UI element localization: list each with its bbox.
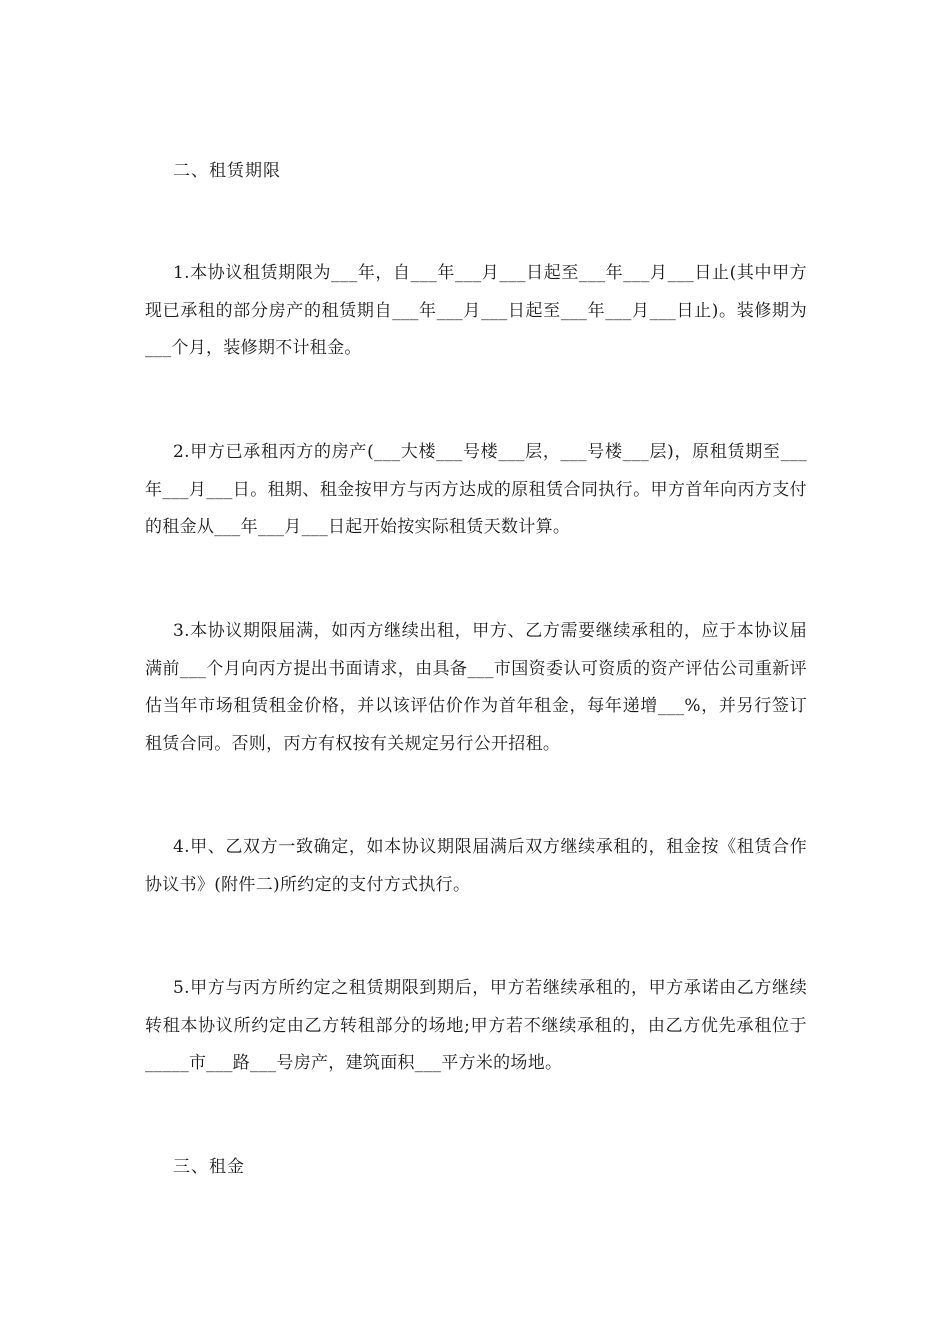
clause-3-renewal: 3.本协议期限届满，如丙方继续出租，甲方、乙方需要继续承租的，应于本协议届满前___个月向丙方提出书面请求，由具备___市国资委认可资质的资产评估公司重新评估当年市场租赁租金价格，并以该评估价作为首年租金，每年递增___%，并另行签订租赁合同。否则，丙方有权按有关规定另行公开招租。	[145, 621, 807, 754]
clause-5-expiry: 5.甲方与丙方所约定之租赁期限到期后，甲方若继续承租的，甲方承诺由乙方继续转租本协议所约定由乙方转租部分的场地;甲方若不继续承租的，由乙方优先承租位于_____市___路___号房产，建筑面积___平方米的场地。	[145, 978, 807, 1073]
section-heading-lease-term: 二、租赁期限	[173, 161, 281, 181]
clause-4-continued-lease: 4.甲、乙双方一致确定，如本协议期限届满后双方继续承租的，租金按《租赁合作协议书》(附件二)所约定的支付方式执行。	[145, 837, 807, 895]
clause-1-lease-period: 1.本协议租赁期限为___年，自___年___月___日起至___年___月___日止(其中甲方现已承租的部分房产的租赁期自___年___月___日起至___年___月___日止)。装修期为___个月，装修期不计租金。	[145, 263, 807, 358]
clause-2-existing-lease: 2.甲方已承租丙方的房产(___大楼___号楼___层，___号楼___层)，原租赁期至___年___月___日。租期、租金按甲方与丙方达成的原租赁合同执行。甲方首年向丙方支付的租金从___年___月___日起开始按实际租赁天数计算。	[145, 442, 807, 537]
section-heading-rent: 三、租金	[173, 1157, 245, 1177]
